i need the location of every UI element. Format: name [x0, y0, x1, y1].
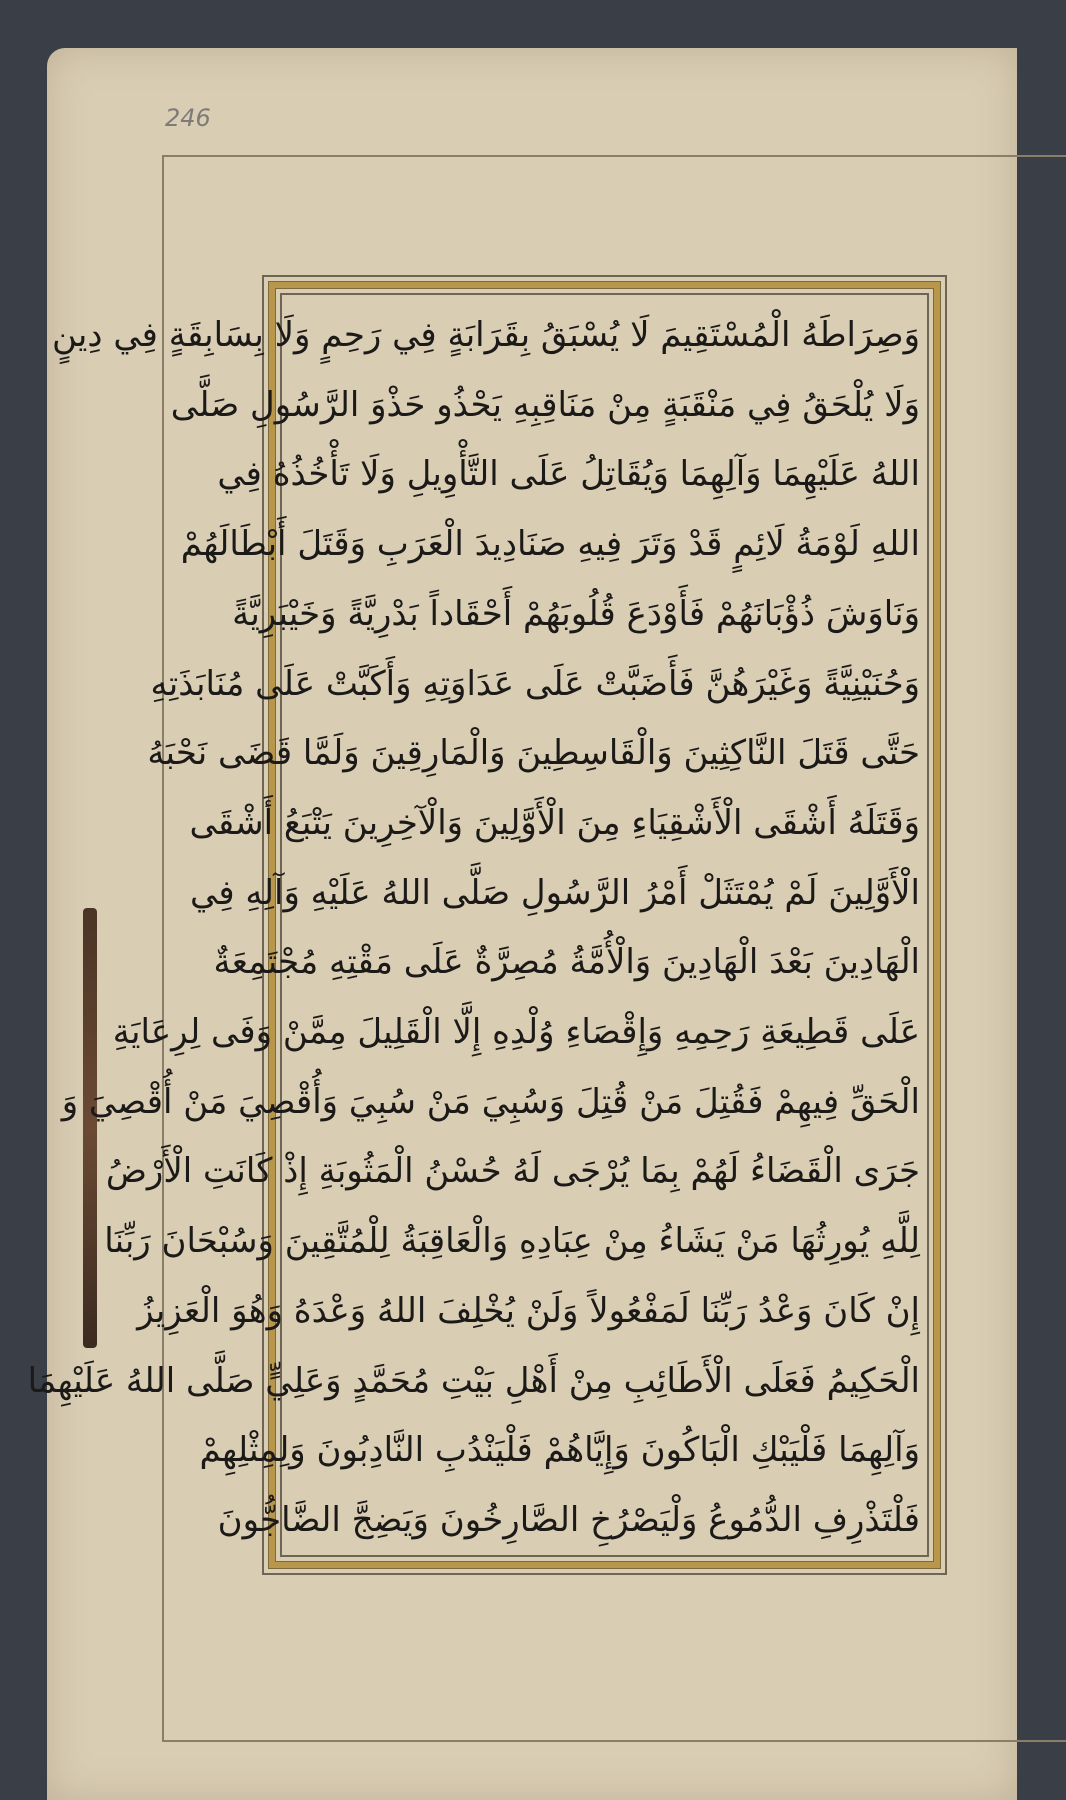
- text-line: الْهَادِينَ بَعْدَ الْهَادِينَ وَالْأُمَّةُ مُصِرَّةٌ عَلَى مَقْتِهِ مُجْتَمِعَةٌ: [213, 942, 920, 983]
- text-line: إِنْ كَانَ وَعْدُ رَبِّنَا لَمَفْعُولاً وَلَنْ يُخْلِفَ اللهُ وَعْدَهُ وَهُوَ الْعَزِيزُ: [137, 1290, 920, 1331]
- text-line: وَآلِهِمَا فَلْيَبْكِ الْبَاكُونَ وَإِيَّاهُمْ فَلْيَنْدُبِ النَّادِبُونَ وَلِمِثْلِهِمْ: [199, 1430, 920, 1471]
- text-line: الْأَوَّلِينَ لَمْ يُمْتَثَلْ أَمْرُ الرَّسُولِ صَلَّى اللهُ عَلَيْهِ وَآلِهِ فِي: [190, 872, 920, 913]
- text-line: وَنَاوَشَ ذُؤْبَانَهُمْ فَأَوْدَعَ قُلُوبَهُمْ أَحْقَاداً بَدْرِيَّةً وَخَيْبَرِيَّةً: [232, 593, 920, 634]
- text-line: جَرَى الْقَضَاءُ لَهُمْ بِمَا يُرْجَى لَهُ حُسْنُ الْمَثُوبَةِ إِذْ كَانَتِ الْأَرْضُ: [105, 1151, 920, 1192]
- text-line: اللهِ لَوْمَةُ لَائِمٍ قَدْ وَتَرَ فِيهِ صَنَادِيدَ الْعَرَبِ وَقَتَلَ أَبْطَالَهُمْ: [180, 524, 920, 565]
- text-line: اللهُ عَلَيْهِمَا وَآلِهِمَا وَيُقَاتِلُ عَلَى التَّأْوِيلِ وَلَا تَأْخُذُهُ فِي: [217, 454, 920, 495]
- text-line: الْحَكِيمُ فَعَلَى الْأَطَائِبِ مِنْ أَهْلِ بَيْتِ مُحَمَّدٍ وَعَلِيٍّ صَلَّى اللهُ عَلَيْهِمَا: [27, 1360, 920, 1401]
- text-line: الْحَقِّ فِيهِمْ فَقُتِلَ مَنْ قُتِلَ وَسُبِيَ مَنْ سُبِيَ وَأُقْصِيَ مَنْ أُقْصِيَ وَ: [61, 1081, 920, 1122]
- text-line: عَلَى قَطِيعَةِ رَحِمِهِ وَإِقْصَاءِ وُلْدِهِ إِلَّا الْقَلِيلَ مِمَّنْ وَفَى لِرِعَايَةِ: [112, 1012, 920, 1053]
- text-line: حَتَّى قَتَلَ النَّاكِثِينَ وَالْقَاسِطِينَ وَالْمَارِقِينَ وَلَمَّا قَضَى نَحْبَهُ: [147, 733, 920, 774]
- text-line: لِلَّهِ يُورِثُهَا مَنْ يَشَاءُ مِنْ عِبَادِهِ وَالْعَاقِبَةُ لِلْمُتَّقِينَ وَسُبْحَانَ رَبِّنَا: [104, 1221, 920, 1262]
- folio-number: 246: [165, 104, 211, 132]
- text-line: وَصِرَاطَهُ الْمُسْتَقِيمَ لَا يُسْبَقُ بِقَرَابَةٍ فِي رَحِمٍ وَلَا بِسَابِقَةٍ فِي دِينٍ: [52, 315, 920, 355]
- text-line: وَلَا يُلْحَقُ فِي مَنْقَبَةٍ مِنْ مَنَاقِبِهِ يَحْذُو حَذْوَ الرَّسُولِ صَلَّى: [170, 384, 920, 425]
- text-line: وَقَتَلَهُ أَشْقَى الْأَشْقِيَاءِ مِنَ الْأَوَّلِينَ وَالْآخِرِينَ يَتْبَعُ أَشْقَى: [189, 802, 920, 843]
- text-line: وَحُنَيْنِيَّةً وَغَيْرَهُنَّ فَأَضَبَّتْ عَلَى عَدَاوَتِهِ وَأَكَبَّتْ عَلَى مُنَابَذَتِهِ: [150, 663, 920, 704]
- text-line: فَلْتَذْرِفِ الدُّمُوعُ وَلْيَصْرُخِ الصَّارِخُونَ وَيَضِجَّ الضَّاجُّونَ: [217, 1499, 920, 1540]
- text-block: [27, 305, 920, 1550]
